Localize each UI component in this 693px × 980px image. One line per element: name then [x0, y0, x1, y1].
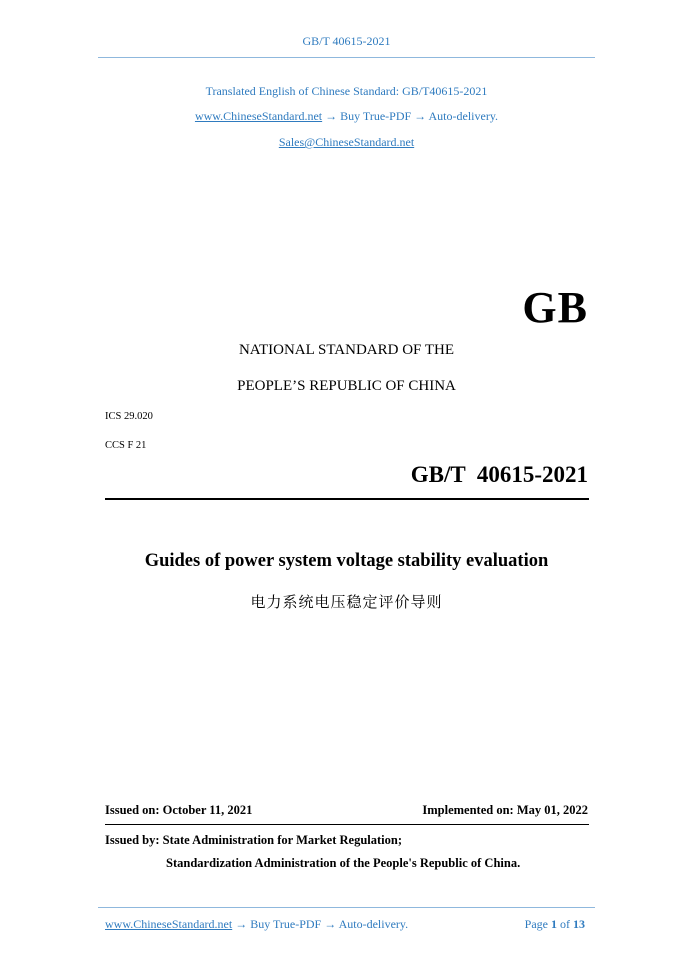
- sales-email-link[interactable]: Sales@ChineseStandard.net: [278, 135, 415, 149]
- national-standard-line2: PEOPLE’S REPUBLIC OF CHINA: [237, 378, 456, 394]
- implemented-on-date: Implemented on: May 01, 2022: [422, 803, 588, 817]
- auto-delivery-text: Auto-delivery.: [428, 109, 499, 123]
- issued-by-line2: Standardization Administration of the People's Republic of China.: [166, 856, 521, 870]
- standard-title-chinese: 电力系统电压稳定评价导则: [250, 593, 443, 611]
- issued-by-line1: Issued by: State Administration for Market Regulation;: [105, 833, 402, 847]
- footer-links: [105, 917, 408, 932]
- arrow-icon: →: [325, 109, 338, 123]
- footer-auto-text: Auto-delivery.: [338, 917, 409, 931]
- page-of: of: [560, 917, 570, 931]
- header-divider: [98, 57, 595, 58]
- page-header: GB/T 40615-2021: [302, 34, 391, 48]
- national-standard-line1: NATIONAL STANDARD OF THE: [238, 342, 455, 358]
- page-current: 1: [551, 917, 557, 931]
- arrow-icon: →: [414, 109, 427, 123]
- footer-divider: [98, 907, 595, 908]
- page-number: [525, 917, 585, 932]
- issue-divider: [105, 824, 589, 825]
- issued-on-date: Issued on: October 11, 2021: [105, 803, 253, 817]
- buy-pdf-text: Buy True-PDF: [340, 109, 412, 123]
- ccs-code: CCS F 21: [105, 440, 147, 451]
- promo-links: [0, 109, 693, 124]
- promo-email-row: [0, 135, 693, 150]
- site-link[interactable]: www.ChineseStandard.net: [194, 109, 323, 123]
- standard-code: GB/T 40615-2021: [410, 462, 588, 487]
- standard-title-english: Guides of power system voltage stability evaluation: [144, 551, 549, 571]
- footer-buy-text: Buy True-PDF: [250, 917, 322, 931]
- page-label: Page: [524, 917, 548, 931]
- arrow-icon: →: [235, 917, 248, 931]
- title-divider: [105, 498, 589, 500]
- promo-translation-note: Translated English of Chinese Standard: GB/T40615-2021: [205, 84, 488, 98]
- ics-code: ICS 29.020: [105, 411, 153, 422]
- page-total: 13: [573, 917, 585, 931]
- arrow-icon: →: [324, 917, 337, 931]
- footer-site-link[interactable]: www.ChineseStandard.net: [105, 917, 233, 931]
- gb-mark: GB: [522, 283, 588, 332]
